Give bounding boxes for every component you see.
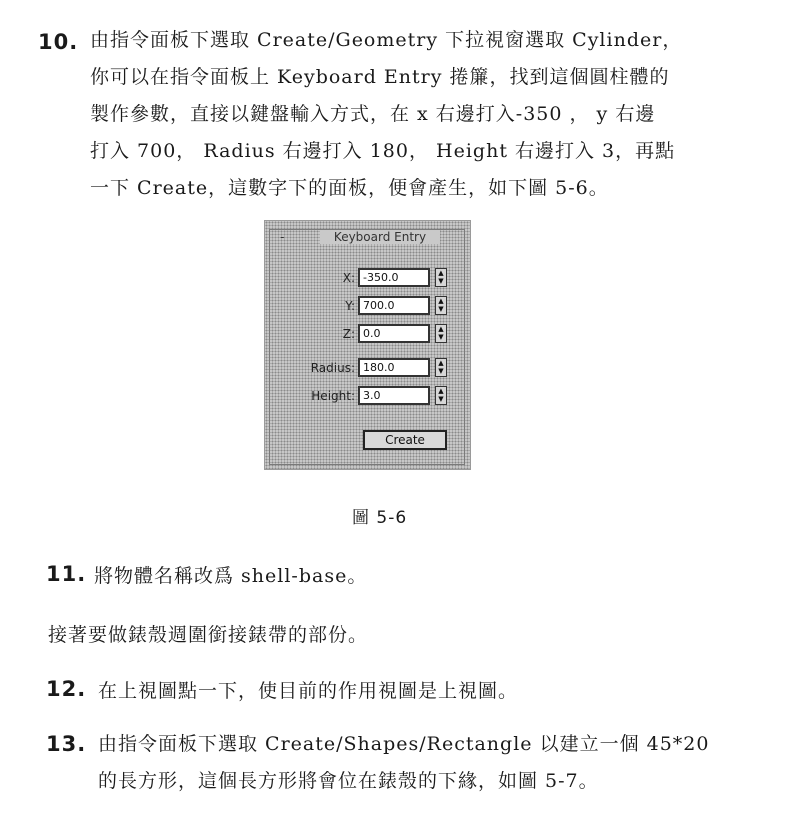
field-radius-input[interactable]: 180.0 (358, 358, 430, 377)
field-radius (270, 358, 470, 380)
spinner-up-icon[interactable]: ▲ (438, 359, 444, 367)
field-x-input[interactable]: -350.0 (358, 268, 430, 287)
field-x-label: X: (342, 271, 355, 285)
step-13-text (98, 726, 773, 800)
spinner-down-icon[interactable]: ▼ (438, 395, 444, 403)
spinner-down-icon[interactable]: ▼ (438, 333, 444, 341)
step-11-line: 將物體名稱改爲 shell-base。 (94, 565, 368, 587)
keyboard-entry-rollout (269, 229, 465, 465)
field-radius-label: Radius: (310, 361, 355, 375)
step-12-line: 在上視圖點一下，使目前的作用視圖是上視圖。 (98, 680, 519, 702)
step-10-text (90, 22, 773, 207)
rollout-title[interactable]: Keyboard Entry (320, 230, 440, 244)
step-11-number: 11. (46, 562, 87, 586)
step-10-line: 製作參數，直接以鍵盤輸入方式，在 x 右邊打入-350 ， y 右邊 (90, 103, 656, 125)
spinner-down-icon[interactable]: ▼ (438, 305, 444, 313)
field-height (270, 386, 470, 408)
step-13-line: 的長方形，這個長方形將會位在錶殼的下緣，如圖 5-7。 (98, 770, 599, 792)
field-radius-spinner[interactable] (435, 358, 447, 377)
step-13-number: 13. (46, 732, 87, 756)
field-height-input[interactable]: 3.0 (358, 386, 430, 405)
field-y (270, 296, 470, 318)
rollout-collapse-icon[interactable]: - (280, 230, 285, 244)
step-10-number: 10. (38, 30, 79, 54)
spinner-up-icon[interactable]: ▲ (438, 325, 444, 333)
field-x-spinner[interactable] (435, 268, 447, 287)
figure-caption: 圖 5-6 (352, 508, 408, 528)
spinner-up-icon[interactable]: ▲ (438, 297, 444, 305)
field-z (270, 324, 470, 346)
field-x (270, 268, 470, 290)
field-y-input[interactable]: 700.0 (358, 296, 430, 315)
spinner-down-icon[interactable]: ▼ (438, 367, 444, 375)
spinner-down-icon[interactable]: ▼ (438, 277, 444, 285)
step-10-line: 打入 700， Radius 右邊打入 180， Height 右邊打入 3，再點 (90, 140, 676, 162)
field-y-spinner[interactable] (435, 296, 447, 315)
step-13-line: 由指令面板下選取 Create/Shapes/Rectangle 以建立一個 45*20 (98, 733, 710, 755)
step-12-number: 12. (46, 677, 87, 701)
step-10-line: 一下 Create，這數字下的面板，便會產生，如下圖 5-6。 (90, 177, 609, 199)
field-z-input[interactable]: 0.0 (358, 324, 430, 343)
spinner-up-icon[interactable]: ▲ (438, 387, 444, 395)
field-z-spinner[interactable] (435, 324, 447, 343)
field-z-label: Z: (342, 327, 355, 341)
step-10-line: 你可以在指令面板上 Keyboard Entry 捲簾，找到這個圓柱體的 (90, 66, 670, 88)
step-12-text (98, 673, 773, 710)
field-height-label: Height: (311, 389, 355, 403)
field-height-spinner[interactable] (435, 386, 447, 405)
field-y-label: Y: (345, 299, 355, 313)
step-11-text (94, 558, 773, 595)
paragraph-text: 接著要做錶殼週圍銜接錶帶的部份。 (48, 624, 369, 646)
step-10-line: 由指令面板下選取 Create/Geometry 下拉視窗選取 Cylinder， (90, 29, 683, 51)
keyboard-entry-panel (264, 220, 471, 470)
spinner-up-icon[interactable]: ▲ (438, 269, 444, 277)
create-button[interactable]: Create (363, 430, 447, 450)
